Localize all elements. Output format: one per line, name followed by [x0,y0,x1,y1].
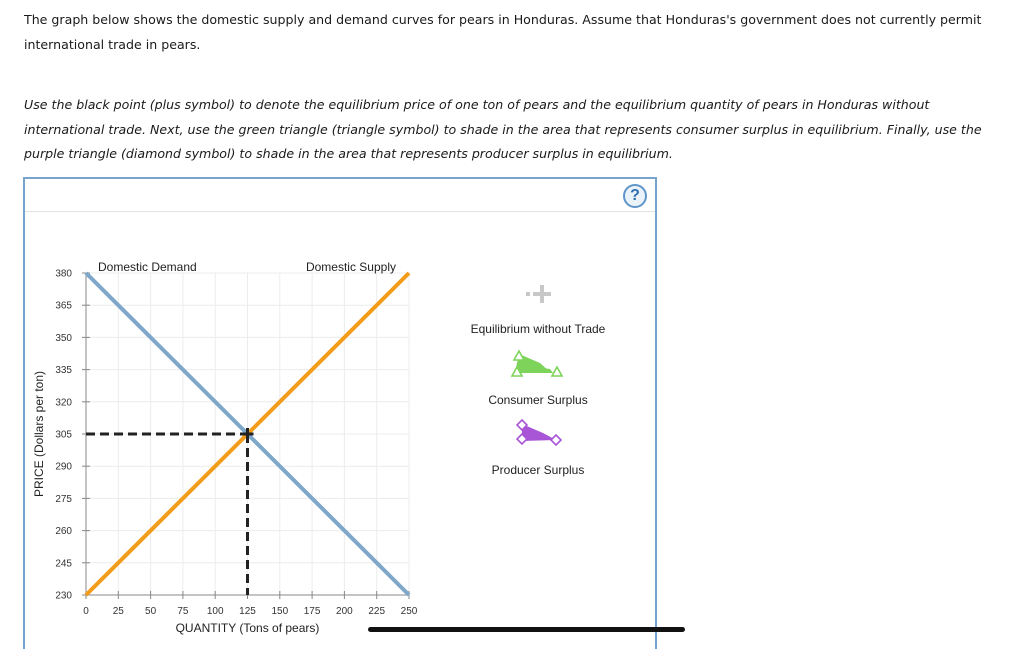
y-tick-label: 350 [55,332,72,344]
question-instructions: Use the black point (plus symbol) to denote the equilibrium price of one ton of pears and the equilibrium quantity of pears in Honduras without international trade. Next, use the green triangle (triangle symbol) to shade in the area that represents consumer surplus in equilibrium. Finally, use the purple triangle (diamond symbol) to shade in the area that represents producer surplus in equilibrium. [24,97,982,161]
demand-curve-label: Domestic Demand [98,260,197,274]
plus-tool-dot [526,292,530,296]
y-tick-label: 365 [55,300,72,312]
y-tick-label: 305 [55,429,72,441]
x-tick-label: 225 [368,606,386,617]
consumer-surplus-tool-label: Consumer Surplus [488,393,588,407]
x-tick-label: 150 [271,606,289,617]
y-tick-label: 335 [55,365,72,377]
y-tick-label: 245 [55,558,72,570]
producer-surplus-tool-label: Producer Surplus [491,463,585,477]
x-tick-label: 175 [303,606,321,617]
x-tick-label: 75 [177,606,189,617]
supply-demand-graph[interactable] [25,179,655,649]
x-tick-label: 0 [83,606,89,617]
y-tick-label: 320 [55,397,72,409]
x-tick-label: 250 [400,606,418,617]
y-tick-label: 290 [55,461,72,473]
x-tick-label: 25 [112,606,124,617]
triangle-vertex-icon [552,367,562,376]
diamond-vertex-icon [551,435,561,445]
x-tick-label: 50 [145,606,157,617]
question-intro: The graph below shows the domestic supply and demand curves for pears in Honduras. Assume that Honduras's government does not currently permit international trade in pears. [24,12,982,52]
plus-tool-icon-bar[interactable] [533,292,551,296]
y-tick-label: 380 [55,268,72,280]
help-button[interactable]: ? [623,184,647,208]
y-tick-label: 260 [55,526,72,538]
x-tick-label: 200 [336,606,353,617]
y-axis-title: PRICE (Dollars per ton) [32,370,46,498]
supply-curve-label: Domestic Supply [305,260,396,274]
horizontal-scrollbar[interactable] [368,627,685,632]
x-tick-label: 125 [239,606,256,617]
y-tick-label: 275 [55,493,72,505]
y-tick-label: 230 [55,590,72,602]
x-tick-label: 100 [206,606,224,617]
x-axis-title: QUANTITY (Tons of pears) [175,621,320,635]
tool-palette[interactable] [471,285,606,477]
graph-panel [23,177,657,649]
equilibrium-tool-label: Equilibrium without Trade [470,322,606,336]
